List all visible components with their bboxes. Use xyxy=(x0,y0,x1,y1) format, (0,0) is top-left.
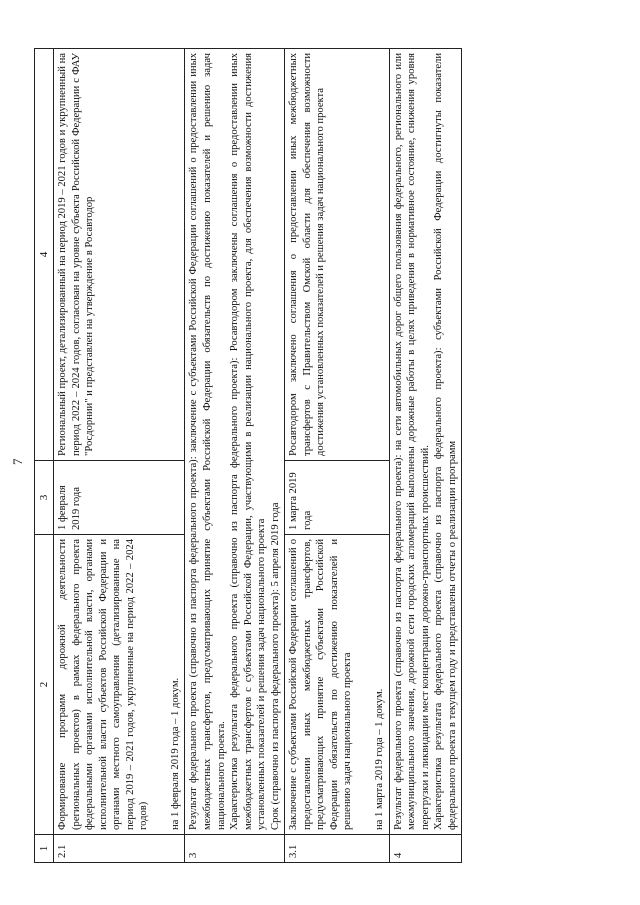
row-number: 3.1 xyxy=(285,835,389,863)
table-header-row xyxy=(35,49,54,863)
characteristic-paragraph: Характеристика результата федерального проекта (справочно из паспорта федерального проекта): субъектами Российской Федерации достигнуты показатели федерального проекта в текущем году и представлены отчеты о реализации программ xyxy=(433,53,458,830)
result-cell: Росавтодором заключено соглашения о предоставлении иных межбюджетных трансфертов с Правительством Омской области для обеспечения возможности достижения установленных показателей и решения задач национального проекта xyxy=(285,49,389,461)
result-paragraph: Результат федерального проекта (справочно из паспорта федерального проекта): заключение с субъектами Российской Федерации соглашений о предоставлении иных межбюджетных трансфертов, предусматривающих принятие субъектами Российской Федерации обязательств по достижению показателей и решению задач национального проекта. xyxy=(188,53,227,830)
event-cell xyxy=(285,535,389,835)
table-row xyxy=(389,49,462,863)
federal-result-cell xyxy=(185,49,285,835)
deadline-cell: 1 февраля 2019 года xyxy=(54,461,185,535)
row-number: 2.1 xyxy=(54,835,185,863)
header-col-4: 4 xyxy=(35,49,54,461)
characteristic-paragraph: Характеристика результата федерального проекта (справочно из паспорта федерального проекта): Росавтодором заключены соглашения о предоставлении иных межбюджетных трансфертов с субъектами Российской Федерации, участвующими в реализации национального проекта, для обеспечения возможности достижения установленных показателей и решения задач национального проекта xyxy=(229,53,268,830)
deadline-paragraph: Срок (справочно из паспорта федерального проекта): 5 апреля 2019 года xyxy=(269,502,281,830)
result-cell: Региональный проект, детализированный на период 2019 – 2021 годов и укрупненный на период 2022 – 2024 годов, согласован на уровне субъекта Российской Федерации с ФАУ "Росдорнии" и представлен на утверждение в Росавтодор xyxy=(54,49,185,461)
event-note: на 1 марта 2019 года – 1 докум. xyxy=(374,688,386,830)
row-number: 3 xyxy=(185,835,285,863)
result-paragraph: Результат федерального проекта (справочно из паспорта федерального проекта): на сети автомобильных дорог общего пользования федерального, регионального или межмуниципального значения, дорожной сети городских агломераций выполнены дорожные работы в целях приведения в нормативное состояние, снижения уровня перегрузки и ликвидации мест концентрации дорожно-транспортных происшествий. xyxy=(392,53,431,830)
event-text: Формирование программ дорожной деятельности (региональных проектов) в рамках федерального проекта федеральными органами исполнительной власти, органами исполнительной власти субъектов Российской Федерации и органами местного самоуправления (детализированные на период 2019 – 2021 годов, укрупненные на период 2022 – 2024 годов) xyxy=(57,539,150,830)
table-row xyxy=(54,49,185,863)
table-row xyxy=(285,49,389,863)
plan-table xyxy=(34,48,462,863)
event-text: Заключение с субъектами Российской Федерации соглашений о предоставлении иных межбюджетных трансфертов, предусматривающих принятие субъектами Российской Федерации обязательств по достижению показателей и решению задач национального проекта xyxy=(288,539,354,830)
federal-result-cell xyxy=(389,49,462,835)
header-col-3: 3 xyxy=(35,461,54,535)
table-row xyxy=(185,49,285,863)
deadline-cell: 1 марта 2019 года xyxy=(285,461,389,535)
event-cell xyxy=(54,535,185,835)
page-number: 7 xyxy=(10,458,25,465)
header-col-2: 2 xyxy=(35,535,54,835)
row-number: 4 xyxy=(389,835,462,863)
header-col-1: 1 xyxy=(35,835,54,863)
event-note: на 1 февраля 2019 года – 1 докум. xyxy=(169,677,181,830)
